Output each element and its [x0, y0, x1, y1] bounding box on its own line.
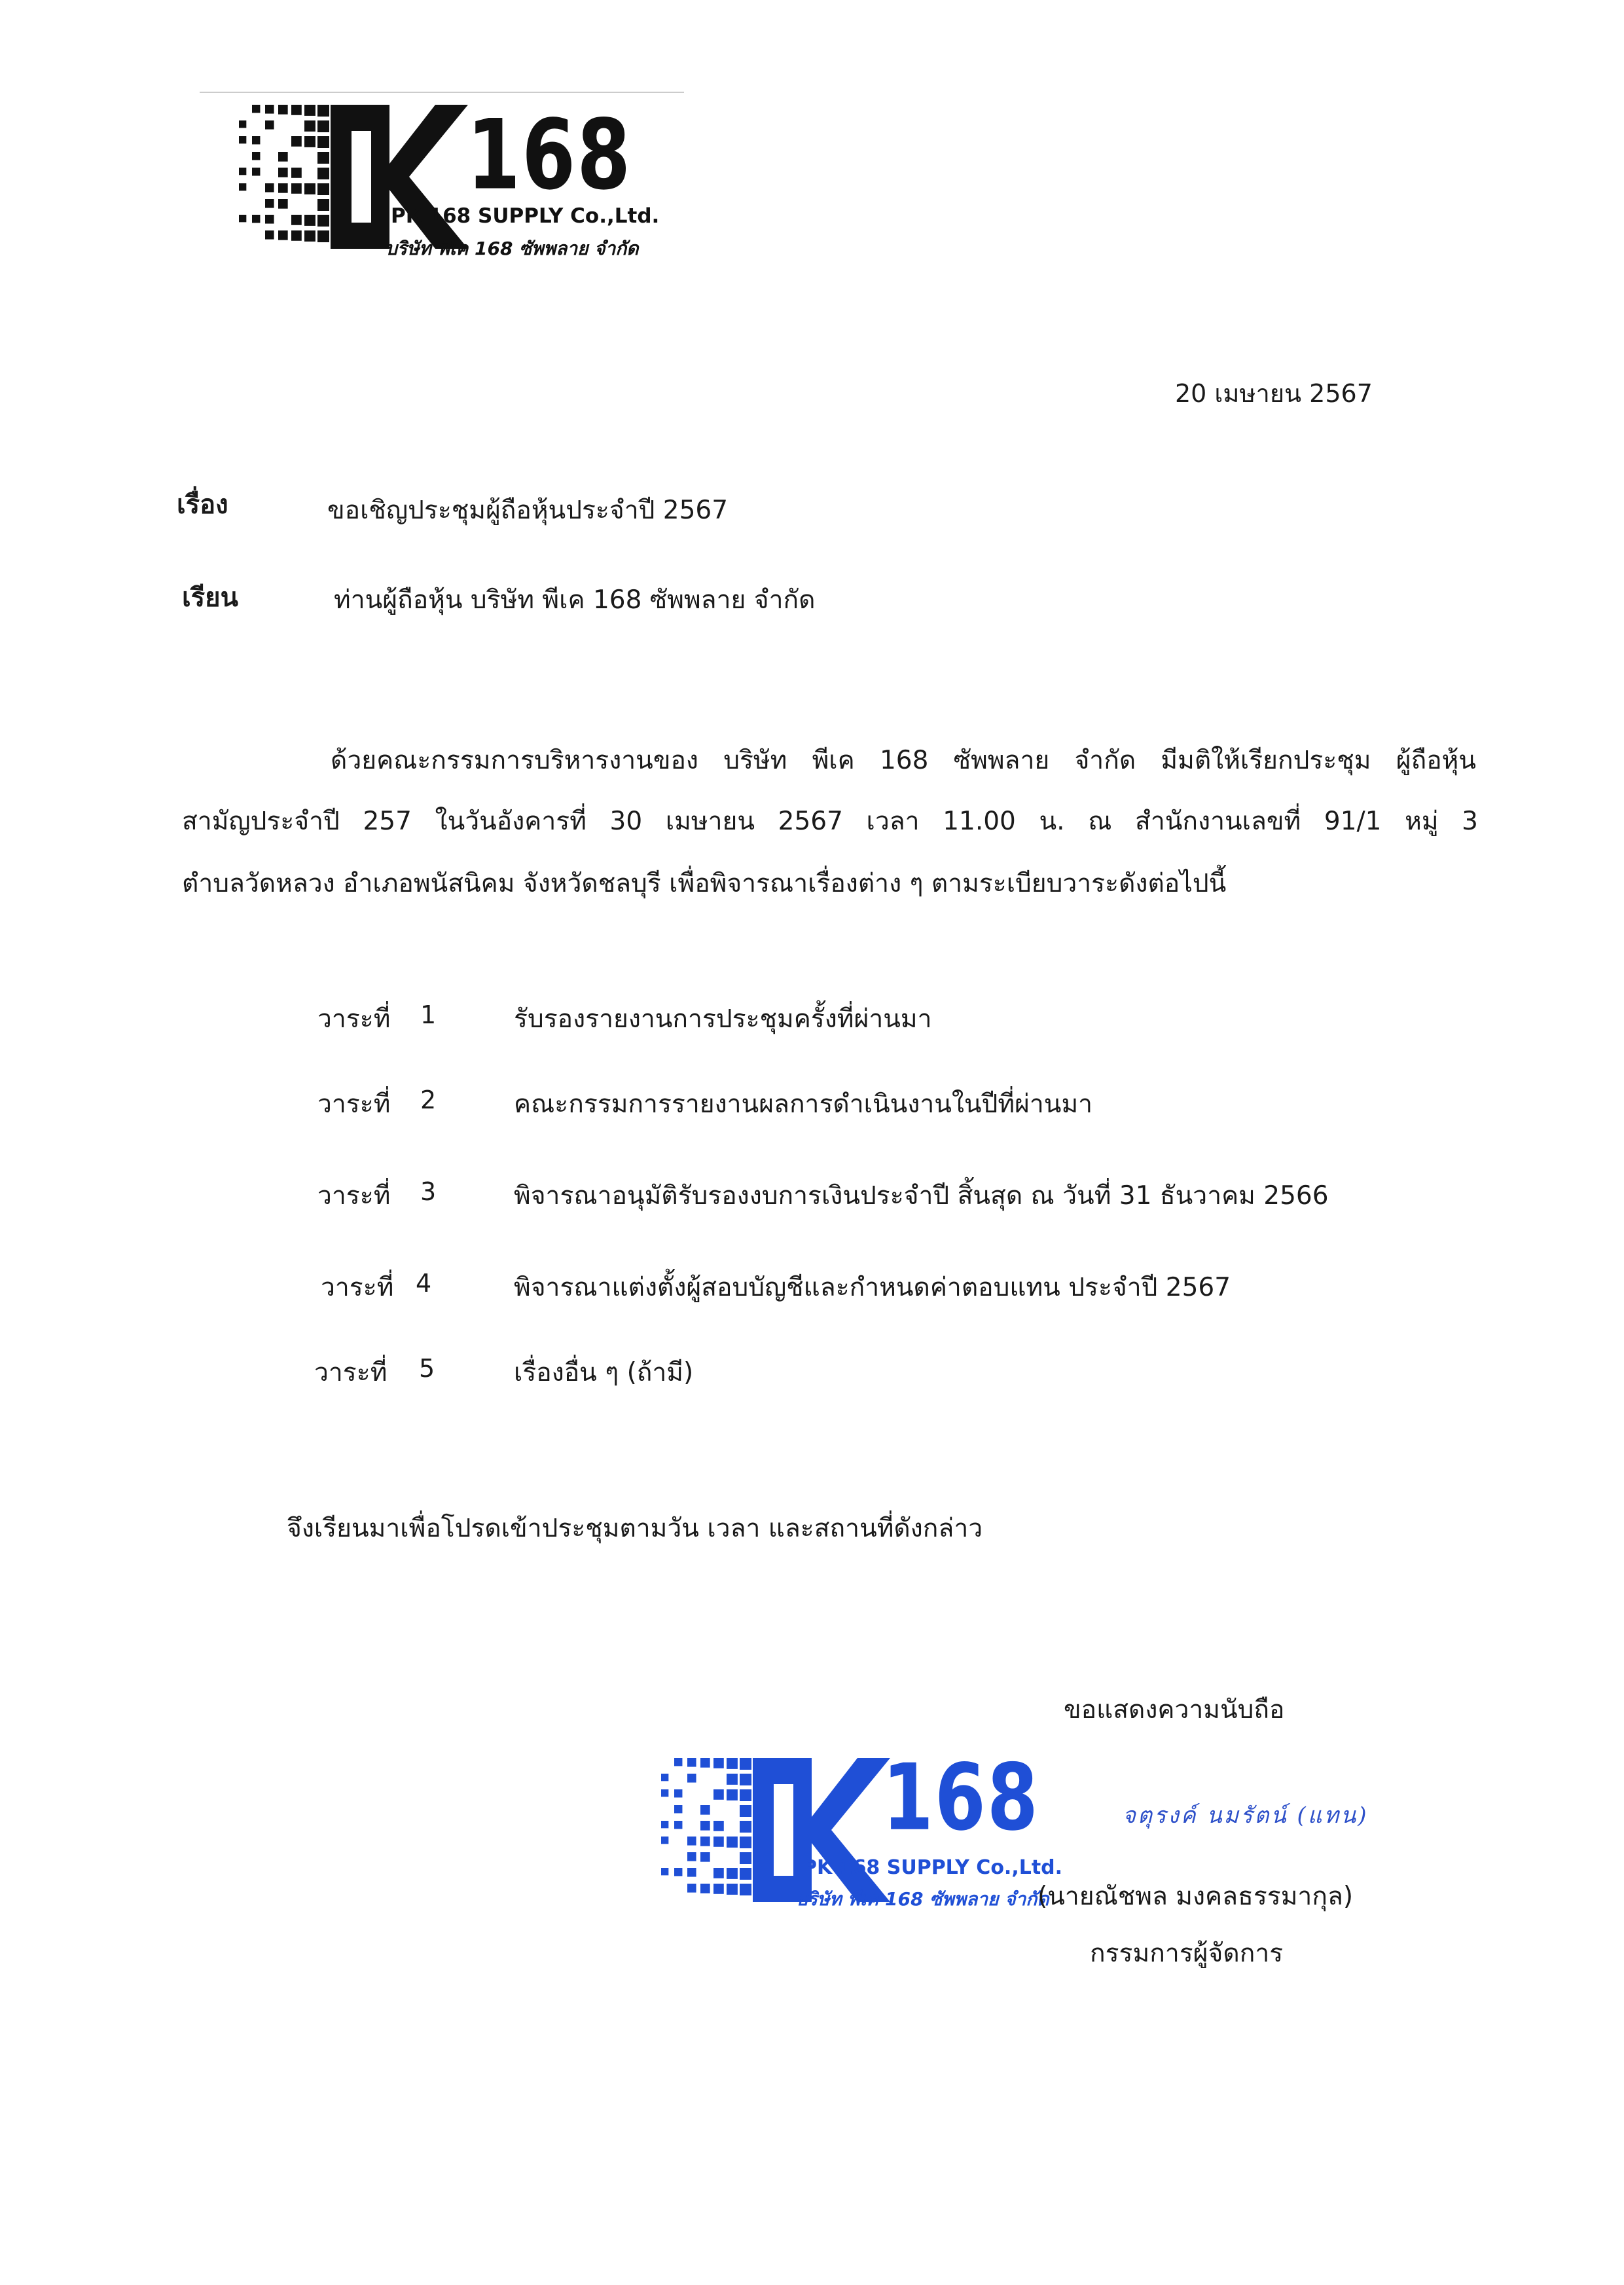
logo-pixel — [674, 1821, 682, 1829]
logo-pixel — [265, 230, 274, 240]
logo-pixel — [252, 136, 260, 144]
logo-pixel — [304, 183, 316, 194]
logo-pixel — [727, 1789, 738, 1801]
logo-pixel — [687, 1852, 696, 1861]
agenda-number: 5 — [419, 1354, 435, 1383]
logo-pixel — [291, 215, 302, 225]
logo-pixel — [291, 136, 302, 147]
logo-pixel — [700, 1805, 710, 1815]
stamp-company-name-en: PK 168 SUPPLY Co.,Ltd. — [803, 1856, 1063, 1879]
body-line-3: ตำบลวัดหลวง อำเภอพนัสนิคม จังหวัดชลบุรี เพื่อพิจารณาเรื่องต่าง ๆ ตามระเบียบวาระดังต่อไปนี้ — [182, 869, 1227, 898]
logo-notch — [774, 1784, 793, 1876]
logo-pixel — [278, 183, 288, 193]
agenda-title: รับรองรายงานการประชุมครั้งที่ผ่านมา — [514, 1004, 932, 1034]
logo-pixel — [304, 230, 316, 242]
logo-pixel — [674, 1805, 682, 1813]
logo-pixel — [740, 1774, 751, 1785]
logo-k-mark — [753, 1758, 890, 1902]
logo-pixel — [239, 120, 246, 128]
logo-pixel — [661, 1868, 668, 1875]
logo-pixel — [291, 183, 302, 194]
logo-pixel — [687, 1884, 696, 1893]
agenda-number: 1 — [420, 1000, 437, 1029]
logo-notch — [352, 131, 371, 223]
logo-pixel — [317, 136, 329, 148]
logo-pixel — [278, 230, 288, 240]
logo-pixel — [252, 105, 260, 113]
regards-text: ขอแสดงความนับถือ — [1064, 1695, 1285, 1725]
logo-pixel — [661, 1821, 668, 1828]
stamp-logo-number: 168 — [882, 1745, 1039, 1852]
logo-pixel — [740, 1884, 751, 1895]
logo-pixel — [304, 105, 316, 116]
logo-pixel — [687, 1774, 696, 1783]
logo-pixel — [727, 1884, 738, 1895]
logo-pixel — [740, 1805, 751, 1817]
stamp-company-name-th: บริษัท พีเค 168 ซัพพลาย จำกัด — [796, 1888, 1049, 1910]
logo-pixel — [687, 1837, 696, 1846]
logo-pixel — [265, 105, 274, 114]
logo-pixel — [239, 215, 246, 222]
logo-pixel — [740, 1852, 751, 1864]
signatory-title: กรรมการผู้จัดการ — [1090, 1939, 1284, 1968]
logo-pixel — [304, 120, 316, 132]
logo-pixel — [278, 168, 288, 177]
letter-date: 20 เมษายน 2567 — [1175, 379, 1373, 408]
logo-pixel — [317, 120, 329, 132]
logo-pixel — [700, 1852, 710, 1862]
logo-number: 168 — [467, 98, 632, 211]
logo-pixel — [661, 1774, 668, 1781]
agenda-number: 4 — [416, 1269, 432, 1298]
logo-pixel — [713, 1868, 724, 1878]
logo-top-rule — [200, 92, 684, 93]
logo-pixel — [740, 1837, 751, 1848]
logo-pixel — [252, 168, 260, 175]
subject-text: ขอเชิญประชุมผู้ถือหุ้นประจำปี 2567 — [327, 496, 729, 525]
logo-pixel — [740, 1868, 751, 1880]
logo-pixel — [713, 1837, 724, 1847]
logo-pixel — [740, 1821, 751, 1833]
logo-pixel — [239, 136, 246, 143]
logo-pixel — [674, 1758, 682, 1766]
logo-pixel — [278, 105, 288, 115]
agenda-label: วาระที่ — [317, 1004, 391, 1034]
logo-pixel — [304, 136, 316, 147]
logo-pixel — [239, 183, 246, 191]
agenda-label: วาระที่ — [314, 1358, 388, 1387]
logo-pixel — [317, 230, 329, 242]
logo-pixel — [727, 1774, 738, 1785]
logo-pixel — [674, 1868, 682, 1876]
agenda-label: วาระที่ — [317, 1181, 391, 1211]
logo-pixel — [713, 1758, 724, 1768]
logo-pixel — [661, 1789, 668, 1797]
logo-pixel — [291, 230, 302, 241]
logo-pixel — [317, 199, 329, 211]
company-stamp — [609, 1745, 1067, 1915]
logo-pixel — [713, 1789, 724, 1800]
logo-pixel — [265, 215, 274, 224]
logo-pixel — [265, 199, 274, 208]
logo-pixel — [317, 215, 329, 227]
agenda-title: พิจารณาอนุมัติรับรองงบการเงินประจำปี สิ้นสุด ณ วันที่ 31 ธันวาคม 2566 — [514, 1181, 1329, 1211]
logo-pixel — [727, 1758, 738, 1769]
logo-pixel — [252, 152, 260, 160]
logo-pixel — [713, 1884, 724, 1894]
logo-pixel — [278, 199, 288, 209]
logo-pixel — [740, 1789, 751, 1801]
logo-pixel — [265, 120, 274, 130]
logo-pixel — [700, 1884, 710, 1893]
agenda-number: 2 — [420, 1086, 437, 1114]
logo-pixel — [700, 1758, 710, 1768]
body-line-2: สามัญประจำปี 257 ในวันอังคารที่ 30 เมษายน 2567 เวลา 11.00 น. ณ สำนักงานเลขที่ 91/1 หมู่ 3 — [182, 807, 1478, 836]
logo-pixel — [317, 183, 329, 195]
logo-pixel — [674, 1789, 682, 1797]
company-letterhead — [200, 92, 684, 262]
logo-pixel — [740, 1758, 751, 1770]
company-name-th: บริษัท พีเค 168 ซัพพลาย จำกัด — [386, 238, 639, 259]
subject-label: เรื่อง — [177, 490, 228, 520]
logo-pixel — [317, 105, 329, 117]
agenda-title: เรื่องอื่น ๆ (ถ้ามี) — [514, 1358, 694, 1387]
body-line-1: ด้วยคณะกรรมการบริหารงานของ บริษัท พีเค 168 ซัพพลาย จำกัด มีมติให้เรียกประชุม ผู้ถือหุ้น — [331, 746, 1476, 775]
closing-line: จึงเรียนมาเพื่อโปรดเข้าประชุมตามวัน เวลา และสถานที่ดังกล่าว — [287, 1514, 983, 1543]
logo-pixel — [239, 168, 246, 175]
logo-pixel — [278, 152, 288, 162]
agenda-title: คณะกรรมการรายงานผลการดำเนินงานในปีที่ผ่านมา — [514, 1089, 1093, 1119]
logo-pixel — [291, 105, 302, 115]
logo-pixel — [252, 215, 260, 223]
logo-pixel — [727, 1868, 738, 1879]
logo-pixel — [727, 1837, 738, 1848]
recipient-text: ท่านผู้ถือหุ้น บริษัท พีเค 168 ซัพพลาย จำกัด — [334, 585, 816, 615]
recipient-label: เรียน — [182, 583, 238, 613]
logo-pixel — [291, 168, 302, 178]
logo-pixel — [700, 1837, 710, 1846]
logo-pixel — [304, 215, 316, 226]
agenda-title: พิจารณาแต่งตั้งผู้สอบบัญชีและกำหนดค่าตอบแทน ประจำปี 2567 — [514, 1273, 1231, 1302]
handwritten-signature: จตุรงค์ นมรัตน์ (แทน) — [1123, 1802, 1369, 1829]
company-name-en: PK 168 SUPPLY Co.,Ltd. — [391, 204, 660, 228]
logo-pixel — [713, 1821, 724, 1831]
logo-pixel — [317, 152, 329, 164]
logo-pixel — [661, 1837, 668, 1844]
agenda-label: วาระที่ — [321, 1273, 394, 1302]
signatory-name: (นายณัชพล มงคลธรรมากุล) — [1038, 1882, 1354, 1911]
logo-pixel — [700, 1821, 710, 1831]
logo-pixel — [265, 183, 274, 192]
agenda-number: 3 — [420, 1177, 437, 1206]
logo-pixel — [687, 1758, 696, 1767]
logo-pixel — [687, 1868, 696, 1877]
logo-pixel — [317, 168, 329, 179]
agenda-label: วาระที่ — [317, 1089, 391, 1119]
